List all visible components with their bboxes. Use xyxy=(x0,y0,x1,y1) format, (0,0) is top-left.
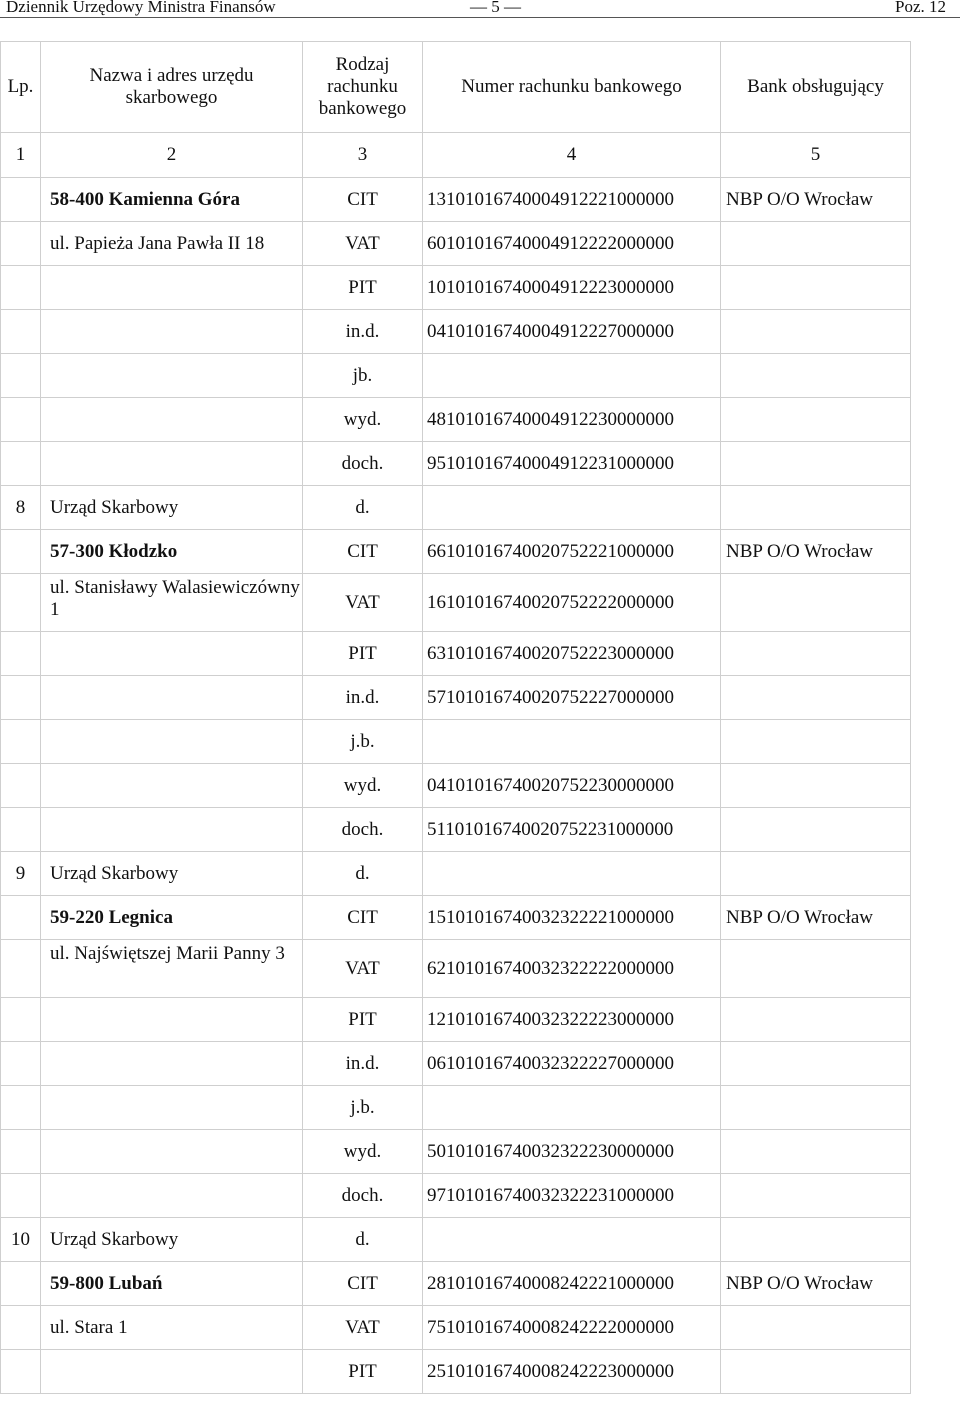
row-bank xyxy=(721,486,911,530)
row-account-type: PIT xyxy=(303,1350,423,1394)
row-account-type: doch. xyxy=(303,442,423,486)
row-lp xyxy=(1,1306,41,1350)
table-row xyxy=(1,896,911,940)
row-account-number: 66101016740020752221000000 xyxy=(423,530,721,574)
row-address xyxy=(41,720,303,764)
row-lp xyxy=(1,178,41,222)
row-bank: NBP O/O Wrocław xyxy=(721,1262,911,1306)
row-lp xyxy=(1,896,41,940)
row-lp xyxy=(1,764,41,808)
row-bank xyxy=(721,852,911,896)
row-account-number: 75101016740008242222000000 xyxy=(423,1306,721,1350)
row-bank xyxy=(721,808,911,852)
table-row xyxy=(1,1174,911,1218)
colnum-1: 1 xyxy=(1,133,41,178)
row-lp xyxy=(1,310,41,354)
row-account-type: VAT xyxy=(303,574,423,632)
row-lp xyxy=(1,808,41,852)
row-bank xyxy=(721,1306,911,1350)
row-account-type: in.d. xyxy=(303,676,423,720)
row-address xyxy=(41,354,303,398)
table-row xyxy=(1,1306,911,1350)
row-bank xyxy=(721,310,911,354)
row-bank xyxy=(721,1350,911,1394)
header-type-text: Rodzaj rachunku bankowego xyxy=(318,54,407,119)
row-account-type: doch. xyxy=(303,808,423,852)
row-account-number xyxy=(423,1086,721,1130)
table-row xyxy=(1,266,911,310)
row-address: ul. Papieża Jana Pawła II 18 xyxy=(41,222,303,266)
row-account-number xyxy=(423,1218,721,1262)
row-address: 59-800 Lubań xyxy=(41,1262,303,1306)
row-account-number: 16101016740020752222000000 xyxy=(423,574,721,632)
row-bank: NBP O/O Wrocław xyxy=(721,178,911,222)
row-bank: NBP O/O Wrocław xyxy=(721,530,911,574)
row-address xyxy=(41,676,303,720)
row-address: 59-220 Legnica xyxy=(41,896,303,940)
row-address: ul. Najświętszej Marii Panny 3 xyxy=(41,940,303,998)
table-row xyxy=(1,530,911,574)
row-account-number: 95101016740004912231000000 xyxy=(423,442,721,486)
table-row xyxy=(1,720,911,764)
row-lp xyxy=(1,574,41,632)
table-row xyxy=(1,808,911,852)
row-lp xyxy=(1,442,41,486)
header-type xyxy=(303,42,423,133)
row-lp xyxy=(1,1086,41,1130)
colnum-3: 3 xyxy=(303,133,423,178)
row-account-type: jb. xyxy=(303,354,423,398)
row-account-number: 60101016740004912222000000 xyxy=(423,222,721,266)
row-account-type: PIT xyxy=(303,998,423,1042)
table-row xyxy=(1,398,911,442)
row-bank xyxy=(721,720,911,764)
row-address xyxy=(41,1130,303,1174)
row-account-number xyxy=(423,852,721,896)
table-row xyxy=(1,764,911,808)
row-bank xyxy=(721,1086,911,1130)
row-address: Urząd Skarbowy xyxy=(41,852,303,896)
row-account-type: PIT xyxy=(303,266,423,310)
row-address xyxy=(41,310,303,354)
row-address: Urząd Skarbowy xyxy=(41,1218,303,1262)
row-address: ul. Stanisławy Walasiewiczówny 1 xyxy=(41,574,303,632)
row-address xyxy=(41,442,303,486)
row-address: ul. Stara 1 xyxy=(41,1306,303,1350)
table-row xyxy=(1,574,911,632)
row-account-number xyxy=(423,354,721,398)
row-account-type: VAT xyxy=(303,222,423,266)
row-account-number: 62101016740032322222000000 xyxy=(423,940,721,998)
row-account-type: wyd. xyxy=(303,1130,423,1174)
row-bank xyxy=(721,574,911,632)
row-account-number xyxy=(423,486,721,530)
row-bank xyxy=(721,222,911,266)
row-address: Urząd Skarbowy xyxy=(41,486,303,530)
table-row xyxy=(1,940,911,998)
row-account-type: CIT xyxy=(303,1262,423,1306)
row-account-type: j.b. xyxy=(303,1086,423,1130)
row-account-type: wyd. xyxy=(303,398,423,442)
row-address xyxy=(41,1042,303,1086)
row-lp xyxy=(1,398,41,442)
row-account-number: 97101016740032322231000000 xyxy=(423,1174,721,1218)
row-lp xyxy=(1,720,41,764)
header-rule xyxy=(0,17,960,18)
row-account-type: VAT xyxy=(303,940,423,998)
table-row xyxy=(1,1218,911,1262)
row-address xyxy=(41,1174,303,1218)
row-bank xyxy=(721,998,911,1042)
row-address xyxy=(41,632,303,676)
table-row xyxy=(1,486,911,530)
row-account-number: 06101016740032322227000000 xyxy=(423,1042,721,1086)
row-lp xyxy=(1,632,41,676)
row-bank xyxy=(721,354,911,398)
row-lp xyxy=(1,1174,41,1218)
row-bank: NBP O/O Wrocław xyxy=(721,896,911,940)
row-bank xyxy=(721,940,911,998)
position-number: Poz. 12 xyxy=(895,0,946,16)
header-bank: Bank obsługujący xyxy=(721,42,911,133)
row-bank xyxy=(721,676,911,720)
row-bank xyxy=(721,266,911,310)
row-address xyxy=(41,764,303,808)
row-lp xyxy=(1,1042,41,1086)
row-lp xyxy=(1,222,41,266)
row-account-type: CIT xyxy=(303,896,423,940)
table-row xyxy=(1,354,911,398)
row-lp xyxy=(1,998,41,1042)
header-name-text: Nazwa i adres urzędu skarbowego xyxy=(89,65,254,108)
table-row xyxy=(1,998,911,1042)
table-row xyxy=(1,632,911,676)
row-account-number: 28101016740008242221000000 xyxy=(423,1262,721,1306)
row-account-type: d. xyxy=(303,1218,423,1262)
table-row xyxy=(1,222,911,266)
row-address xyxy=(41,266,303,310)
colnum-4: 4 xyxy=(423,133,721,178)
row-account-number: 04101016740004912227000000 xyxy=(423,310,721,354)
table-row xyxy=(1,442,911,486)
row-account-type: doch. xyxy=(303,1174,423,1218)
row-account-number xyxy=(423,720,721,764)
journal-title: Dziennik Urzędowy Ministra Finansów xyxy=(6,0,276,16)
row-address xyxy=(41,808,303,852)
row-bank xyxy=(721,764,911,808)
row-address xyxy=(41,1350,303,1394)
header-account: Numer rachunku bankowego xyxy=(423,42,721,133)
row-lp xyxy=(1,266,41,310)
table-row xyxy=(1,310,911,354)
row-lp xyxy=(1,354,41,398)
row-lp xyxy=(1,1130,41,1174)
row-bank xyxy=(721,398,911,442)
row-address xyxy=(41,1086,303,1130)
row-bank xyxy=(721,442,911,486)
row-bank xyxy=(721,1218,911,1262)
header-name xyxy=(41,42,303,133)
row-account-number: 50101016740032322230000000 xyxy=(423,1130,721,1174)
row-account-type: j.b. xyxy=(303,720,423,764)
row-bank xyxy=(721,1042,911,1086)
colnum-2: 2 xyxy=(41,133,303,178)
table-row xyxy=(1,1042,911,1086)
row-account-number: 15101016740032322221000000 xyxy=(423,896,721,940)
row-lp: 9 xyxy=(1,852,41,896)
row-account-type: in.d. xyxy=(303,310,423,354)
row-account-type: d. xyxy=(303,486,423,530)
row-bank xyxy=(721,1174,911,1218)
row-account-type: d. xyxy=(303,852,423,896)
table-row xyxy=(1,1086,911,1130)
row-bank xyxy=(721,1130,911,1174)
row-account-number: 04101016740020752230000000 xyxy=(423,764,721,808)
row-lp: 8 xyxy=(1,486,41,530)
row-lp xyxy=(1,530,41,574)
table-row xyxy=(1,1350,911,1394)
row-account-number: 25101016740008242223000000 xyxy=(423,1350,721,1394)
row-address: 57-300 Kłodzko xyxy=(41,530,303,574)
page-header xyxy=(0,0,960,18)
row-account-number: 12101016740032322223000000 xyxy=(423,998,721,1042)
row-address xyxy=(41,998,303,1042)
row-bank xyxy=(721,632,911,676)
colnum-5: 5 xyxy=(721,133,911,178)
row-account-number: 10101016740004912223000000 xyxy=(423,266,721,310)
row-account-type: CIT xyxy=(303,178,423,222)
row-account-type: in.d. xyxy=(303,1042,423,1086)
row-account-type: PIT xyxy=(303,632,423,676)
table-row xyxy=(1,676,911,720)
table-row xyxy=(1,852,911,896)
table-row xyxy=(1,178,911,222)
row-account-type: VAT xyxy=(303,1306,423,1350)
table-row xyxy=(1,1262,911,1306)
row-account-number: 13101016740004912221000000 xyxy=(423,178,721,222)
header-lp: Lp. xyxy=(1,42,41,133)
row-address: 58-400 Kamienna Góra xyxy=(41,178,303,222)
row-lp: 10 xyxy=(1,1218,41,1262)
row-lp xyxy=(1,940,41,998)
row-account-type: wyd. xyxy=(303,764,423,808)
table-row xyxy=(1,1130,911,1174)
row-account-number: 48101016740004912230000000 xyxy=(423,398,721,442)
bank-accounts-table xyxy=(0,41,911,1394)
table-header-row xyxy=(1,42,911,133)
row-account-number: 51101016740020752231000000 xyxy=(423,808,721,852)
row-account-number: 63101016740020752223000000 xyxy=(423,632,721,676)
row-account-type: CIT xyxy=(303,530,423,574)
row-address xyxy=(41,398,303,442)
column-number-row xyxy=(1,133,911,178)
row-lp xyxy=(1,1262,41,1306)
row-account-number: 57101016740020752227000000 xyxy=(423,676,721,720)
page-number: — 5 — xyxy=(470,0,521,16)
row-lp xyxy=(1,1350,41,1394)
row-lp xyxy=(1,676,41,720)
